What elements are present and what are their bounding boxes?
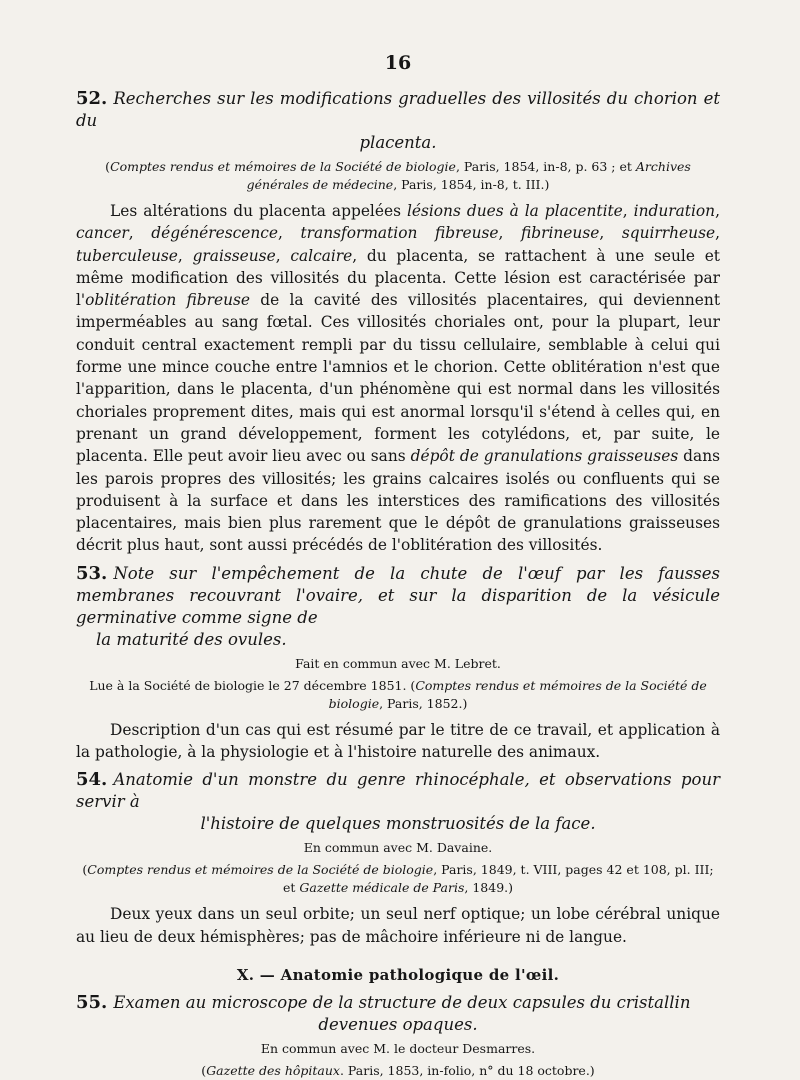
- entry-53-body: Description d'un cas qui est résumé par le titre de ce travail, et application à la pathologie, à la physiologie et à l'histoire naturelle des animaux.: [76, 720, 720, 762]
- entry-55-reference: [76, 1062, 720, 1080]
- entry-55-title-line1: Examen au microscope de la structure de deux capsules du cristallin: [113, 992, 691, 1012]
- entry-53-reference: [76, 677, 720, 713]
- body-italic: lésions dues à la placentite: [406, 202, 623, 220]
- ref-italic: Gazette médicale de Paris: [299, 880, 465, 896]
- body-italic: oblitération fibreuse: [85, 291, 250, 310]
- ref-text: , Paris, 1852.): [379, 695, 468, 711]
- body-italic: calcaire: [290, 246, 353, 265]
- entry-55-number: 55.: [76, 991, 108, 1013]
- ref-italic: Archives générales de médecine: [246, 159, 691, 192]
- entry-52-title-line2: placenta.: [359, 133, 437, 152]
- ref-italic: Gazette des hôpitaux: [206, 1062, 340, 1078]
- entry-55-collaborator: En commun avec M. le docteur Desmarres.: [260, 1040, 536, 1056]
- ref-italic: Comptes rendus et mémoires de la Société de biologie: [110, 159, 456, 174]
- body-text: Les altérations du placenta appelées: [110, 202, 407, 220]
- body-text: , du placenta, se rattachent à une seule et même modification des villosités du placenta. Cette lésion est caractérisée par l': [76, 246, 720, 310]
- entry-53-collaborator: Fait en commun avec M. Lebret.: [295, 655, 501, 671]
- body-italic: tuberculeuse: [76, 246, 178, 265]
- entry-53-title: [76, 563, 720, 651]
- body-text: ,: [128, 224, 152, 243]
- ref-italic: Comptes rendus et mémoires de la Société de biologie: [328, 677, 707, 711]
- body-text: ,: [715, 202, 720, 220]
- entry-54-number: 54.: [76, 769, 108, 791]
- body-italic: fibrineuse: [521, 224, 600, 243]
- body-text: ,: [177, 246, 193, 265]
- entry-53-title-line1: Note sur l'empêchement de la chute de l'œuf par les fausses membranes recouvrant l'ovaire, et sur la disparition de la vésicule germinative comme signe de: [76, 563, 720, 627]
- ref-italic: Comptes rendus et mémoires de la Société de biologie: [87, 862, 434, 878]
- entry-52-body: [76, 200, 720, 557]
- ref-text: . Paris, 1853, in-folio, n° du 18 octobre.): [339, 1062, 595, 1078]
- entry-53-number: 53.: [76, 562, 108, 584]
- body-text: dans les parois propres des villosités; les grains calcaires isolés ou confluents qui se produisent à la surface et dans les interstices des ramifications des villosités placentaires, mais bien plus rarement que le dépôt de granulations graisseuses décrit plus haut, sont aussi précédés de l'oblitération des villosités.: [76, 447, 721, 555]
- entry-54-title-line2: l'histoire de quelques monstruosités de la face.: [200, 814, 596, 834]
- body-text: de la cavité des villosités placentaires, qui deviennent imperméables au sang fœtal. Ces villosités choriales ont, pour la plupart, leur conduit central exactement rempli par du tissu cellulaire, semblable à celui qui forme une mince couche entre l'amnios et le chorion. Cette oblitération n'est que l'apparition, dans le placenta, d'un phénomène qui est normal dans les villosités choriales proprement dites, mais qui est anormal lorsqu'il s'étend à celles qui, en prenant un grand développement, forment les cotylédons, et, par suite, le placenta. Elle peut avoir lieu avec ou sans: [76, 291, 721, 466]
- body-italic: graisseuse: [192, 246, 276, 265]
- ref-text: , Paris, 1854, in-8, t. III.): [393, 177, 550, 192]
- entry-54-reference: [76, 861, 720, 897]
- entry-54-collaborator: En commun avec M. Davaine.: [303, 840, 493, 856]
- ref-open: (: [82, 862, 88, 878]
- body-italic: induration: [633, 202, 716, 220]
- entry-54-title-line1: Anatomie d'un monstre du genre rhinocéphale, et observations pour servir à: [76, 770, 720, 812]
- body-text: ,: [498, 224, 521, 243]
- ref-text: , Paris, 1849, t. VIII, pages 42 et 108, pl. III; et: [283, 862, 714, 896]
- entry-55-title-line2: devenues opaques.: [318, 1014, 478, 1034]
- ref-open: (: [105, 159, 111, 174]
- body-text: ,: [622, 202, 634, 220]
- ref-open: (: [201, 1062, 207, 1078]
- entry-53-title-line2: la maturité des ovules.: [96, 629, 287, 649]
- body-text: ,: [277, 224, 301, 243]
- entry-54-title: [76, 769, 720, 835]
- entry-52-number: 52.: [76, 88, 108, 109]
- entry-52-title-line1: Recherches sur les modifications graduelles des villosités du chorion et du: [76, 89, 720, 130]
- body-italic: cancer: [76, 224, 129, 243]
- entry-52-reference: [76, 158, 720, 194]
- entry-52-title: [76, 88, 720, 154]
- ref-text: , 1849.): [464, 880, 513, 896]
- ref-text: , Paris, 1854, in-8, p. 63 ; et: [455, 159, 636, 174]
- body-text: ,: [275, 246, 291, 265]
- body-text: ,: [715, 224, 720, 243]
- entry-55-title: [76, 992, 720, 1036]
- entry-54-body: Deux yeux dans un seul orbite; un seul nerf optique; un lobe cérébral unique au lieu de deux hémisphères; pas de mâchoire inférieure ni de langue.: [76, 905, 720, 946]
- body-italic: squirrheuse: [621, 224, 716, 243]
- body-italic: transformation fibreuse: [300, 224, 499, 243]
- ref-text: Lue à la Société de biologie le 27 décembre 1851. (: [89, 677, 416, 693]
- body-text: ,: [599, 224, 622, 243]
- body-italic: dégénérescence: [151, 224, 278, 243]
- body-italic: dépôt de granulations graisseuses: [410, 447, 679, 466]
- page-number: 16: [384, 52, 412, 74]
- section-heading: X. — Anatomie pathologique de l'œil.: [236, 965, 560, 984]
